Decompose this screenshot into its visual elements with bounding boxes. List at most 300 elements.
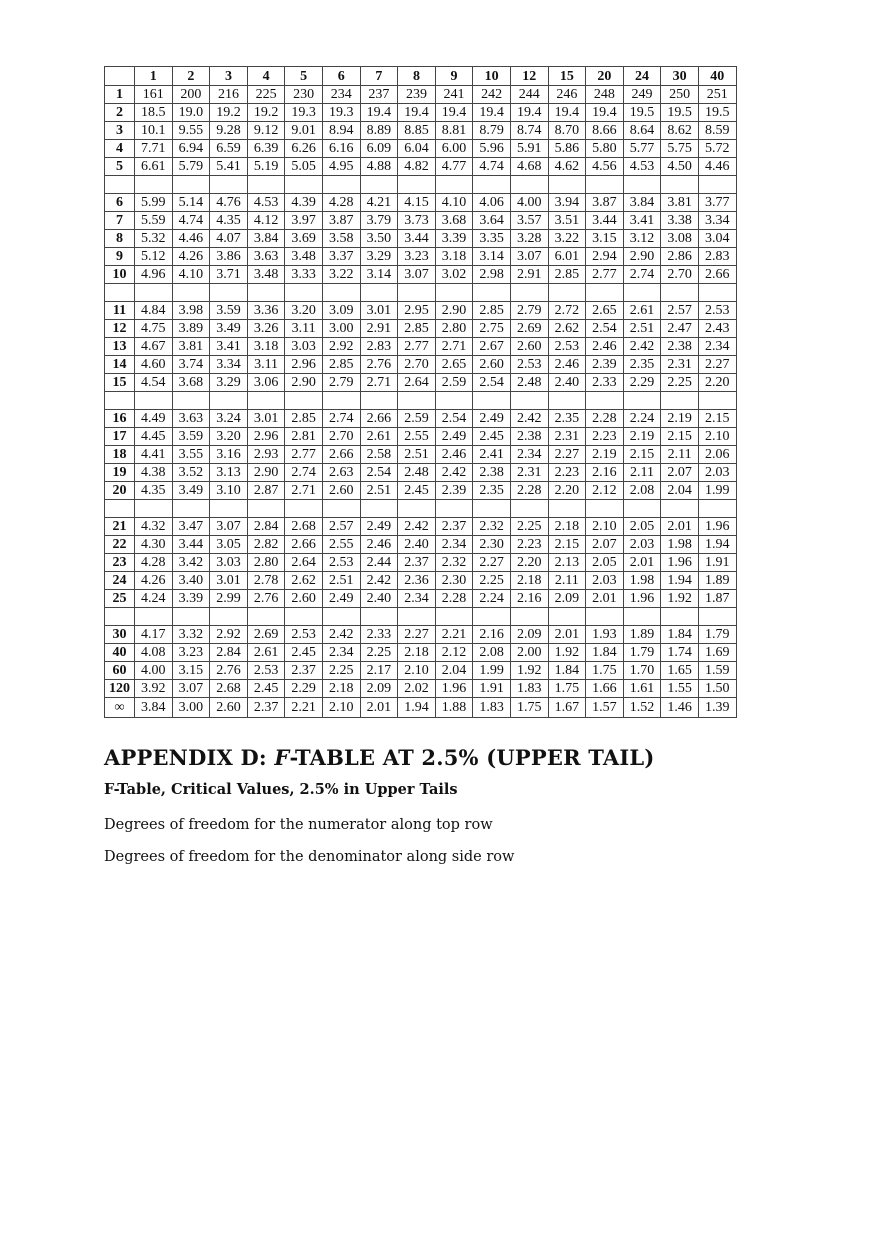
value-cell: 2.77 [285, 446, 323, 464]
value-cell: 6.16 [322, 140, 360, 158]
value-cell: 3.11 [247, 356, 285, 374]
value-cell: 2.07 [661, 464, 699, 482]
row-header: ∞ [105, 698, 135, 718]
value-cell: 8.79 [473, 122, 511, 140]
value-cell: 4.35 [135, 482, 173, 500]
empty-cell [322, 284, 360, 302]
empty-cell [247, 284, 285, 302]
value-cell: 2.36 [398, 572, 436, 590]
value-cell: 2.23 [510, 536, 548, 554]
value-cell: 2.29 [623, 374, 661, 392]
value-cell: 2.70 [398, 356, 436, 374]
value-cell: 4.68 [510, 158, 548, 176]
value-cell: 2.15 [623, 446, 661, 464]
value-cell: 1.55 [661, 680, 699, 698]
value-cell: 2.25 [473, 572, 511, 590]
value-cell: 4.95 [322, 158, 360, 176]
column-header: 1 [135, 67, 173, 86]
value-cell: 2.25 [661, 374, 699, 392]
value-cell: 4.84 [135, 302, 173, 320]
value-cell: 237 [360, 86, 398, 104]
value-cell: 2.55 [398, 428, 436, 446]
value-cell: 2.37 [435, 518, 473, 536]
empty-cell [247, 500, 285, 518]
value-cell: 2.46 [586, 338, 624, 356]
value-cell: 2.65 [435, 356, 473, 374]
value-cell: 2.60 [322, 482, 360, 500]
value-cell: 2.32 [473, 518, 511, 536]
row-header: 7 [105, 212, 135, 230]
row-header: 15 [105, 374, 135, 392]
value-cell: 2.34 [322, 644, 360, 662]
row-header: 23 [105, 554, 135, 572]
value-cell: 3.10 [210, 482, 248, 500]
spacer-row [105, 608, 737, 626]
value-cell: 1.75 [548, 680, 586, 698]
empty-cell [172, 608, 210, 626]
value-cell: 5.80 [586, 140, 624, 158]
value-cell: 1.87 [698, 590, 736, 608]
value-cell: 2.86 [661, 248, 699, 266]
value-cell: 5.59 [135, 212, 173, 230]
value-cell: 234 [322, 86, 360, 104]
value-cell: 1.88 [435, 698, 473, 718]
value-cell: 4.46 [172, 230, 210, 248]
value-cell: 2.25 [360, 644, 398, 662]
value-cell: 5.19 [247, 158, 285, 176]
empty-cell [210, 608, 248, 626]
empty-cell [623, 176, 661, 194]
value-cell: 3.84 [623, 194, 661, 212]
value-cell: 1.79 [698, 626, 736, 644]
empty-cell [586, 500, 624, 518]
value-cell: 1.98 [623, 572, 661, 590]
value-cell: 5.05 [285, 158, 323, 176]
value-cell: 2.09 [360, 680, 398, 698]
value-cell: 3.07 [210, 518, 248, 536]
value-cell: 2.25 [510, 518, 548, 536]
value-cell: 216 [210, 86, 248, 104]
value-cell: 2.19 [623, 428, 661, 446]
value-cell: 3.44 [172, 536, 210, 554]
value-cell: 19.3 [285, 104, 323, 122]
column-header: 30 [661, 67, 699, 86]
value-cell: 1.74 [661, 644, 699, 662]
value-cell: 3.48 [285, 248, 323, 266]
value-cell: 2.23 [548, 464, 586, 482]
value-cell: 2.49 [473, 410, 511, 428]
value-cell: 1.99 [698, 482, 736, 500]
table-row [105, 122, 737, 140]
value-cell: 3.40 [172, 572, 210, 590]
value-cell: 2.19 [586, 446, 624, 464]
value-cell: 3.63 [172, 410, 210, 428]
value-cell: 2.46 [435, 446, 473, 464]
value-cell: 1.96 [698, 518, 736, 536]
value-cell: 3.48 [247, 266, 285, 284]
value-cell: 1.83 [510, 680, 548, 698]
table-row [105, 464, 737, 482]
value-cell: 18.5 [135, 104, 173, 122]
value-cell: 3.00 [172, 698, 210, 718]
value-cell: 2.90 [247, 464, 285, 482]
value-cell: 3.08 [661, 230, 699, 248]
table-row [105, 662, 737, 680]
empty-cell [623, 284, 661, 302]
value-cell: 2.21 [435, 626, 473, 644]
value-cell: 19.4 [510, 104, 548, 122]
value-cell: 2.28 [435, 590, 473, 608]
row-header: 17 [105, 428, 135, 446]
value-cell: 3.55 [172, 446, 210, 464]
value-cell: 2.59 [435, 374, 473, 392]
value-cell: 230 [285, 86, 323, 104]
empty-cell [398, 176, 436, 194]
value-cell: 2.05 [623, 518, 661, 536]
value-cell: 3.23 [398, 248, 436, 266]
value-cell: 2.82 [247, 536, 285, 554]
row-header: 13 [105, 338, 135, 356]
value-cell: 8.64 [623, 122, 661, 140]
value-cell: 3.58 [322, 230, 360, 248]
value-cell: 2.02 [398, 680, 436, 698]
value-cell: 4.26 [172, 248, 210, 266]
value-cell: 2.70 [322, 428, 360, 446]
value-cell: 1.84 [661, 626, 699, 644]
value-cell: 2.61 [623, 302, 661, 320]
empty-cell [548, 284, 586, 302]
value-cell: 2.46 [360, 536, 398, 554]
value-cell: 4.06 [473, 194, 511, 212]
value-cell: 2.15 [698, 410, 736, 428]
value-cell: 19.2 [210, 104, 248, 122]
value-cell: 3.34 [698, 212, 736, 230]
value-cell: 3.49 [210, 320, 248, 338]
value-cell: 3.63 [247, 248, 285, 266]
value-cell: 8.74 [510, 122, 548, 140]
table-row [105, 626, 737, 644]
value-cell: 3.59 [210, 302, 248, 320]
value-cell: 3.01 [247, 410, 285, 428]
value-cell: 9.55 [172, 122, 210, 140]
value-cell: 2.25 [322, 662, 360, 680]
empty-cell [698, 176, 736, 194]
value-cell: 2.83 [360, 338, 398, 356]
value-cell: 2.65 [586, 302, 624, 320]
value-cell: 2.57 [322, 518, 360, 536]
column-header: 3 [210, 67, 248, 86]
value-cell: 2.59 [398, 410, 436, 428]
value-cell: 5.86 [548, 140, 586, 158]
value-cell: 2.35 [623, 356, 661, 374]
value-cell: 3.05 [210, 536, 248, 554]
empty-cell [247, 608, 285, 626]
value-cell: 2.53 [548, 338, 586, 356]
column-header: 15 [548, 67, 586, 86]
value-cell: 3.26 [247, 320, 285, 338]
empty-cell [586, 392, 624, 410]
empty-cell [105, 392, 135, 410]
value-cell: 2.71 [360, 374, 398, 392]
value-cell: 19.4 [548, 104, 586, 122]
value-cell: 2.37 [285, 662, 323, 680]
value-cell: 3.84 [247, 230, 285, 248]
value-cell: 3.15 [586, 230, 624, 248]
column-header: 7 [360, 67, 398, 86]
row-header: 30 [105, 626, 135, 644]
value-cell: 4.32 [135, 518, 173, 536]
value-cell: 2.18 [548, 518, 586, 536]
value-cell: 3.81 [172, 338, 210, 356]
value-cell: 5.72 [698, 140, 736, 158]
empty-cell [548, 608, 586, 626]
value-cell: 2.09 [548, 590, 586, 608]
empty-cell [510, 392, 548, 410]
value-cell: 2.85 [285, 410, 323, 428]
value-cell: 1.59 [698, 662, 736, 680]
column-header: 20 [586, 67, 624, 86]
value-cell: 2.23 [586, 428, 624, 446]
value-cell: 4.53 [623, 158, 661, 176]
empty-cell [510, 500, 548, 518]
row-header: 11 [105, 302, 135, 320]
value-cell: 1.84 [548, 662, 586, 680]
empty-cell [210, 392, 248, 410]
value-cell: 8.81 [435, 122, 473, 140]
value-cell: 4.38 [135, 464, 173, 482]
value-cell: 3.32 [172, 626, 210, 644]
value-cell: 6.59 [210, 140, 248, 158]
row-header: 16 [105, 410, 135, 428]
empty-cell [360, 500, 398, 518]
empty-cell [285, 392, 323, 410]
value-cell: 2.53 [247, 662, 285, 680]
value-cell: 2.01 [548, 626, 586, 644]
value-cell: 2.15 [548, 536, 586, 554]
value-cell: 2.06 [698, 446, 736, 464]
value-cell: 2.31 [510, 464, 548, 482]
heading-suffix: -TABLE AT 2.5% (UPPER TAIL) [289, 745, 655, 770]
row-header: 4 [105, 140, 135, 158]
value-cell: 6.94 [172, 140, 210, 158]
value-cell: 2.42 [398, 518, 436, 536]
value-cell: 3.07 [172, 680, 210, 698]
value-cell: 3.64 [473, 212, 511, 230]
value-cell: 3.20 [210, 428, 248, 446]
empty-cell [661, 176, 699, 194]
value-cell: 3.39 [435, 230, 473, 248]
empty-cell [105, 176, 135, 194]
numerator-note: Degrees of freedom for the numerator along top row [104, 817, 493, 833]
table-row [105, 590, 737, 608]
value-cell: 2.61 [360, 428, 398, 446]
value-cell: 3.42 [172, 554, 210, 572]
value-cell: 2.03 [698, 464, 736, 482]
value-cell: 2.39 [435, 482, 473, 500]
value-cell: 4.60 [135, 356, 173, 374]
value-cell: 2.42 [623, 338, 661, 356]
value-cell: 1.83 [473, 698, 511, 718]
value-cell: 2.42 [435, 464, 473, 482]
value-cell: 2.77 [398, 338, 436, 356]
table-row [105, 104, 737, 122]
value-cell: 10.1 [135, 122, 173, 140]
value-cell: 6.39 [247, 140, 285, 158]
value-cell: 2.09 [510, 626, 548, 644]
value-cell: 19.4 [435, 104, 473, 122]
value-cell: 2.98 [473, 266, 511, 284]
denominator-note: Degrees of freedom for the denominator along side row [104, 849, 515, 865]
table-row [105, 482, 737, 500]
empty-cell [435, 284, 473, 302]
value-cell: 1.92 [548, 644, 586, 662]
value-cell: 3.29 [210, 374, 248, 392]
table-subtitle: F-Table, Critical Values, 2.5% in Upper Tails [104, 781, 458, 798]
value-cell: 3.01 [210, 572, 248, 590]
value-cell: 2.18 [510, 572, 548, 590]
value-cell: 246 [548, 86, 586, 104]
empty-cell [247, 176, 285, 194]
value-cell: 3.22 [548, 230, 586, 248]
value-cell: 3.38 [661, 212, 699, 230]
value-cell: 4.08 [135, 644, 173, 662]
value-cell: 2.80 [247, 554, 285, 572]
value-cell: 1.91 [698, 554, 736, 572]
value-cell: 2.70 [661, 266, 699, 284]
value-cell: 5.14 [172, 194, 210, 212]
row-header: 10 [105, 266, 135, 284]
value-cell: 2.85 [322, 356, 360, 374]
value-cell: 2.30 [435, 572, 473, 590]
value-cell: 4.96 [135, 266, 173, 284]
value-cell: 4.53 [247, 194, 285, 212]
value-cell: 2.01 [586, 590, 624, 608]
table-row [105, 320, 737, 338]
empty-cell [210, 500, 248, 518]
value-cell: 2.85 [548, 266, 586, 284]
value-cell: 1.66 [586, 680, 624, 698]
value-cell: 8.62 [661, 122, 699, 140]
table-row [105, 518, 737, 536]
value-cell: 4.77 [435, 158, 473, 176]
value-cell: 3.87 [322, 212, 360, 230]
value-cell: 19.4 [360, 104, 398, 122]
value-cell: 2.74 [322, 410, 360, 428]
empty-cell [698, 284, 736, 302]
value-cell: 4.45 [135, 428, 173, 446]
value-cell: 6.04 [398, 140, 436, 158]
value-cell: 3.86 [210, 248, 248, 266]
value-cell: 5.32 [135, 230, 173, 248]
value-cell: 8.66 [586, 122, 624, 140]
value-cell: 8.70 [548, 122, 586, 140]
value-cell: 2.11 [623, 464, 661, 482]
value-cell: 2.21 [285, 698, 323, 718]
value-cell: 2.60 [510, 338, 548, 356]
value-cell: 2.64 [285, 554, 323, 572]
empty-cell [623, 608, 661, 626]
row-header: 18 [105, 446, 135, 464]
table-row [105, 248, 737, 266]
value-cell: 2.11 [548, 572, 586, 590]
value-cell: 3.35 [473, 230, 511, 248]
value-cell: 4.74 [172, 212, 210, 230]
column-header: 4 [247, 67, 285, 86]
value-cell: 19.5 [623, 104, 661, 122]
value-cell: 3.18 [435, 248, 473, 266]
value-cell: 1.75 [510, 698, 548, 718]
value-cell: 2.72 [548, 302, 586, 320]
value-cell: 4.82 [398, 158, 436, 176]
value-cell: 2.37 [247, 698, 285, 718]
table-row [105, 86, 737, 104]
value-cell: 2.40 [360, 590, 398, 608]
table-row [105, 212, 737, 230]
value-cell: 4.74 [473, 158, 511, 176]
value-cell: 9.12 [247, 122, 285, 140]
value-cell: 2.67 [473, 338, 511, 356]
spacer-row [105, 392, 737, 410]
empty-cell [285, 608, 323, 626]
value-cell: 3.97 [285, 212, 323, 230]
value-cell: 3.00 [322, 320, 360, 338]
value-cell: 4.41 [135, 446, 173, 464]
row-header: 25 [105, 590, 135, 608]
value-cell: 2.75 [473, 320, 511, 338]
column-header: 6 [322, 67, 360, 86]
empty-cell [105, 284, 135, 302]
value-cell: 2.99 [210, 590, 248, 608]
value-cell: 19.4 [398, 104, 436, 122]
value-cell: 3.73 [398, 212, 436, 230]
value-cell: 4.10 [172, 266, 210, 284]
header-row [105, 67, 737, 86]
value-cell: 8.85 [398, 122, 436, 140]
value-cell: 4.17 [135, 626, 173, 644]
empty-cell [661, 284, 699, 302]
value-cell: 2.45 [473, 428, 511, 446]
value-cell: 2.41 [473, 446, 511, 464]
value-cell: 5.91 [510, 140, 548, 158]
value-cell: 2.33 [360, 626, 398, 644]
empty-cell [172, 176, 210, 194]
value-cell: 19.4 [586, 104, 624, 122]
value-cell: 4.10 [435, 194, 473, 212]
value-cell: 3.15 [172, 662, 210, 680]
value-cell: 2.20 [548, 482, 586, 500]
value-cell: 2.18 [322, 680, 360, 698]
value-cell: 2.39 [586, 356, 624, 374]
value-cell: 2.74 [285, 464, 323, 482]
value-cell: 5.99 [135, 194, 173, 212]
value-cell: 1.57 [586, 698, 624, 718]
value-cell: 19.2 [247, 104, 285, 122]
value-cell: 1.94 [661, 572, 699, 590]
value-cell: 2.69 [247, 626, 285, 644]
empty-cell [473, 392, 511, 410]
table-row [105, 410, 737, 428]
empty-cell [285, 176, 323, 194]
value-cell: 2.95 [398, 302, 436, 320]
value-cell: 2.11 [661, 446, 699, 464]
value-cell: 2.01 [661, 518, 699, 536]
row-header: 21 [105, 518, 135, 536]
value-cell: 2.15 [661, 428, 699, 446]
value-cell: 3.94 [548, 194, 586, 212]
value-cell: 2.34 [435, 536, 473, 554]
value-cell: 4.50 [661, 158, 699, 176]
value-cell: 2.16 [586, 464, 624, 482]
